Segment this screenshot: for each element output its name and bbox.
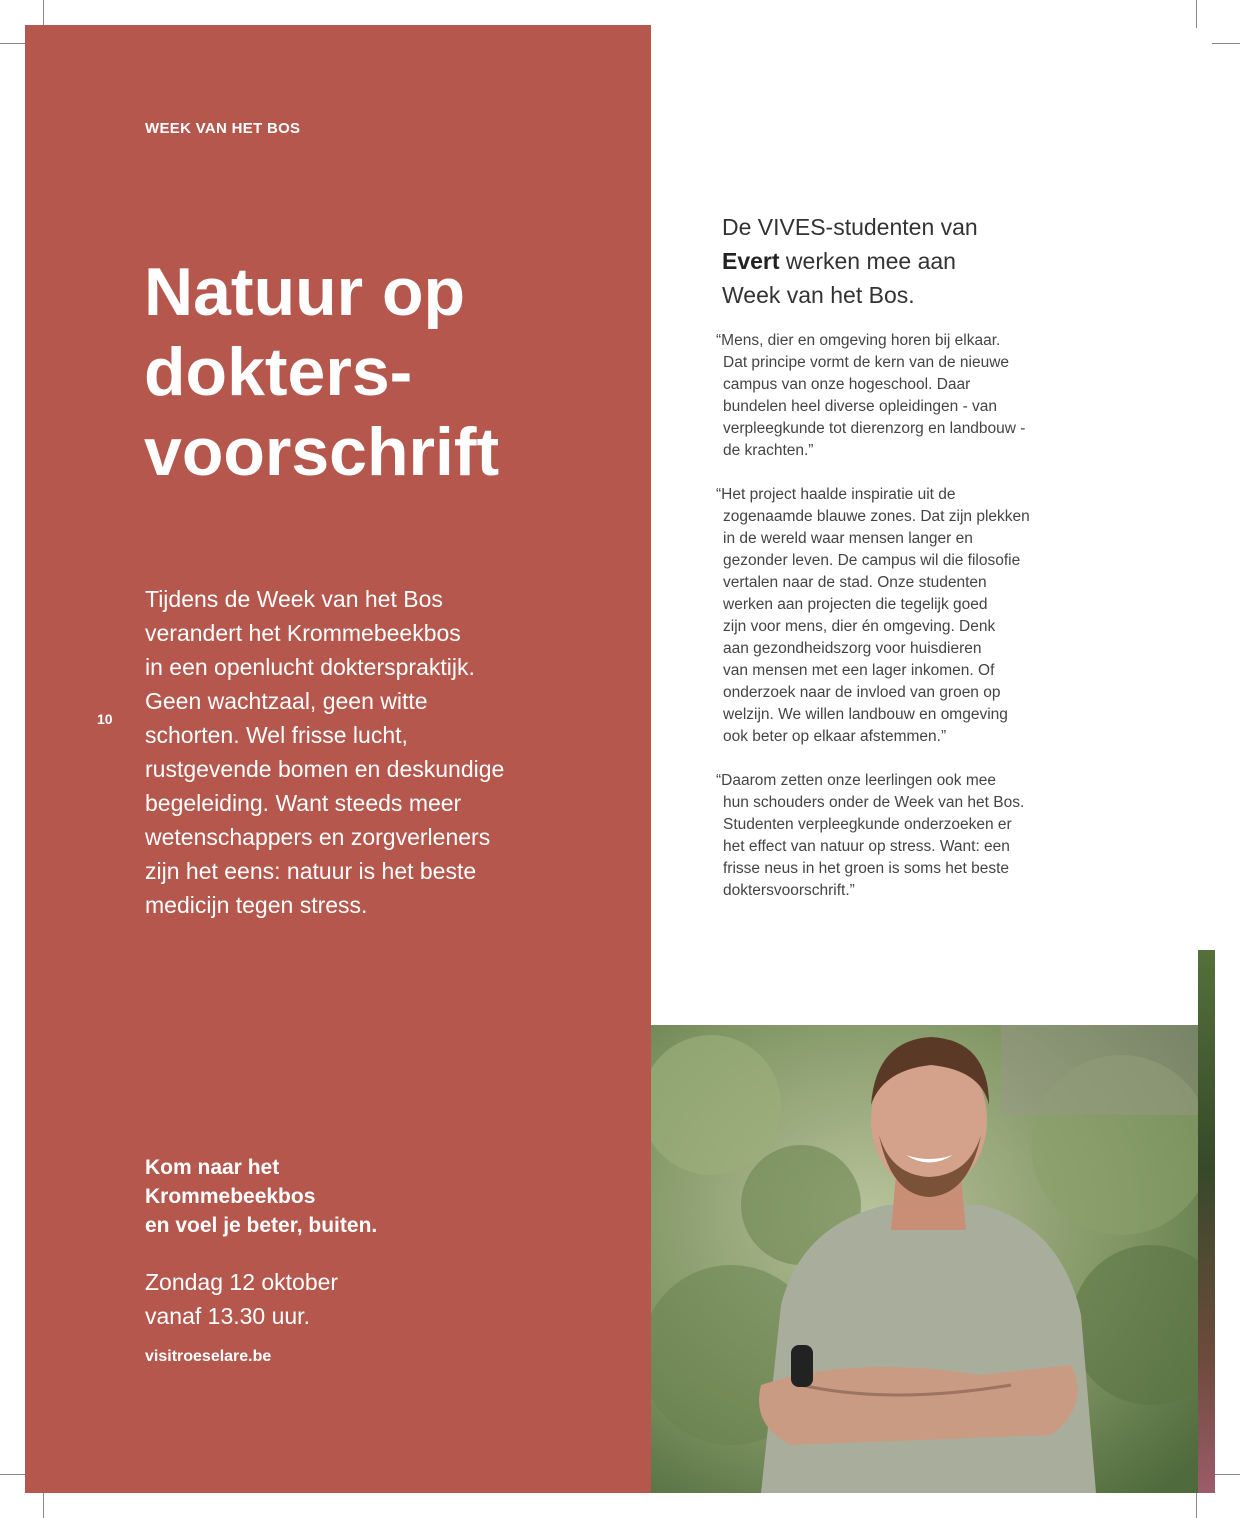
quote-line: Studenten verpleegkunde onderzoeken er — [723, 816, 1012, 833]
quote-line: “Mens, dier en omgeving horen bij elkaar. — [716, 332, 1001, 349]
article-headline — [144, 252, 624, 492]
portrait-photo — [651, 1025, 1198, 1493]
intro-line: begeleiding. Want steeds meer — [145, 790, 462, 816]
lead-line: Week van het Bos. — [722, 282, 915, 308]
quote-line: zijn voor mens, dier én omgeving. Denk — [723, 618, 996, 635]
quote-line: frisse neus in het groen is soms het beste — [723, 860, 1010, 877]
crop-mark — [1212, 43, 1240, 44]
quote-line: verpleegkunde tot dierenzorg en landbouw - — [723, 420, 1026, 437]
event-date — [145, 1265, 338, 1333]
crop-mark — [43, 0, 44, 28]
intro-line: schorten. Wel frisse lucht, — [145, 722, 408, 748]
crop-mark — [1212, 1474, 1240, 1475]
call-to-action — [145, 1153, 565, 1240]
lead-text — [722, 210, 1102, 312]
adjacent-page-photo-edge — [1198, 950, 1215, 1493]
quote-paragraph — [716, 484, 1096, 748]
quote-line: aan gezondheidszorg voor huisdieren — [723, 640, 982, 657]
quote-paragraph — [716, 330, 1096, 462]
quote-line: campus van onze hogeschool. Daar — [723, 376, 971, 393]
date-line: Zondag 12 oktober — [145, 1269, 339, 1295]
time-line: vanaf 13.30 uur. — [145, 1303, 310, 1329]
quote-line: vertalen naar de stad. Onze studenten — [723, 574, 987, 591]
quote-line: doktersvoorschrift.” — [723, 882, 855, 899]
intro-line: wetenschappers en zorgverleners — [145, 824, 491, 850]
quote-line: de krachten.” — [723, 442, 814, 459]
quote-line: “Het project haalde inspiratie uit de — [716, 486, 956, 503]
intro-paragraph — [145, 582, 615, 922]
quote-line: gezonder leven. De campus wil die filosofie — [723, 552, 1021, 569]
headline-line: voorschrift — [144, 414, 500, 490]
crop-mark — [43, 1490, 44, 1518]
lead-line: De VIVES-studenten van — [722, 214, 978, 240]
portrait-illustration — [651, 1025, 1198, 1493]
crop-mark — [1196, 0, 1197, 28]
intro-line: verandert het Krommebeekbos — [145, 620, 461, 646]
intro-line: medicijn tegen stress. — [145, 892, 368, 918]
crop-mark — [1196, 1490, 1197, 1518]
quote-line: in de wereld waar mensen langer en — [723, 530, 973, 547]
quote-line: onderzoek naar de invloed van groen op — [723, 684, 1001, 701]
headline-line: Natuur op — [144, 254, 466, 330]
quote-line: zogenaamde blauwe zones. Dat zijn plekken — [723, 508, 1030, 525]
quote-line: het effect van natuur op stress. Want: een — [723, 838, 1010, 855]
page-number: 10 — [97, 711, 113, 727]
quote-line: hun schouders onder de Week van het Bos. — [723, 794, 1025, 811]
person-name: Evert — [722, 248, 780, 274]
quote-line: “Daarom zetten onze leerlingen ook mee — [716, 772, 997, 789]
intro-line: Tijdens de Week van het Bos — [145, 586, 443, 612]
intro-line: in een openlucht dokterspraktijk. — [145, 654, 475, 680]
quote-line: werken aan projecten die tegelijk goed — [723, 596, 988, 613]
lead-line — [722, 244, 1102, 278]
quote-line: Dat principe vormt de kern van de nieuwe — [723, 354, 1010, 371]
quote-paragraph — [716, 770, 1096, 902]
section-kicker: WEEK VAN HET BOS — [145, 120, 301, 137]
quote-line: welzijn. We willen landbouw en omgeving — [723, 706, 1008, 723]
crop-mark — [0, 43, 28, 44]
cta-line: Krommebeekbos — [145, 1185, 316, 1208]
intro-line: rustgevende bomen en deskundige — [145, 756, 505, 782]
intro-line: Geen wachtzaal, geen witte — [145, 688, 428, 714]
intro-line: zijn het eens: natuur is het beste — [145, 858, 477, 884]
quote-line: bundelen heel diverse opleidingen - van — [723, 398, 998, 415]
headline-line: dokters- — [144, 334, 413, 410]
quote-line: van mensen met een lager inkomen. Of — [723, 662, 995, 679]
lead-line-rest: werken mee aan — [779, 248, 956, 274]
cta-line: en voel je beter, buiten. — [145, 1214, 378, 1237]
quote-line: ook beter op elkaar afstemmen.” — [723, 728, 947, 745]
website-link[interactable]: visitroeselare.be — [145, 1348, 272, 1365]
cta-line: Kom naar het — [145, 1156, 280, 1179]
crop-mark — [0, 1474, 28, 1475]
